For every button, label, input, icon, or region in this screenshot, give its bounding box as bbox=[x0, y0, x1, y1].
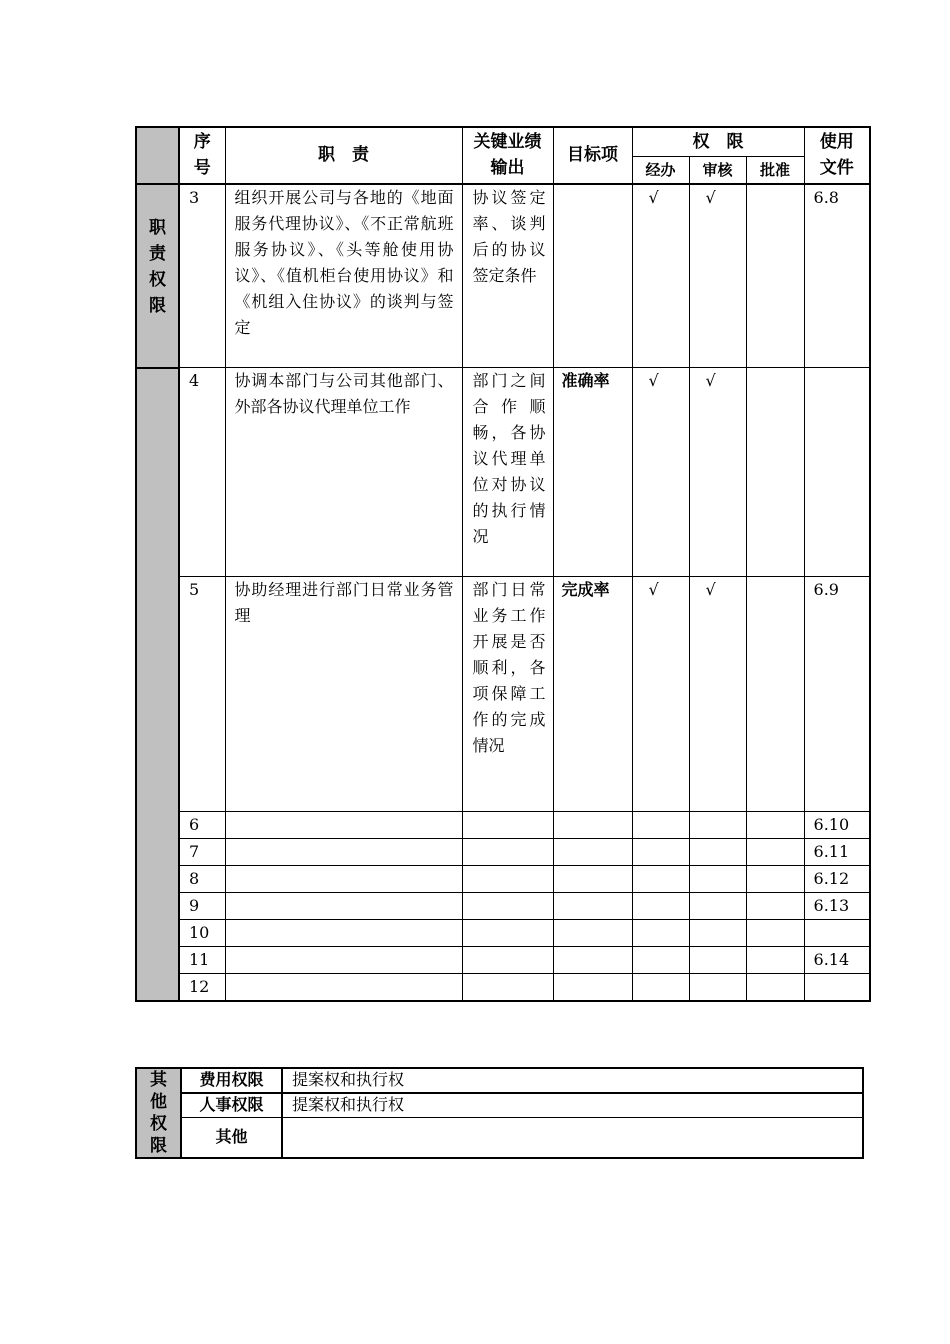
target-cell bbox=[553, 893, 632, 920]
doc-cell: 6.9 bbox=[804, 577, 870, 812]
duty-cell bbox=[225, 839, 462, 866]
duties-table-wrapper bbox=[135, 126, 869, 1002]
table-row bbox=[136, 1117, 863, 1158]
target-cell bbox=[553, 866, 632, 893]
target-cell bbox=[553, 184, 632, 368]
table-row bbox=[136, 1068, 863, 1093]
review-check bbox=[689, 839, 746, 866]
header-approve: 批准 bbox=[746, 156, 804, 184]
duty-cell: 协调本部门与公司其他部门、外部各协议代理单位工作 bbox=[225, 368, 462, 577]
duty-cell: 组织开展公司与各地的《地面服务代理协议》、《不正常航班服务协议》、《头等舱使用协议》、《值机柜台使用协议》和《机组入住协议》的谈判与签定 bbox=[225, 184, 462, 368]
duty-cell: 协助经理进行部门日常业务管理 bbox=[225, 577, 462, 812]
seq-cell: 10 bbox=[179, 920, 225, 947]
kpi-cell bbox=[462, 974, 553, 1002]
doc-cell: 6.11 bbox=[804, 839, 870, 866]
review-check: √ bbox=[689, 577, 746, 812]
doc-cell bbox=[804, 920, 870, 947]
handle-check bbox=[632, 866, 689, 893]
doc-cell bbox=[804, 974, 870, 1002]
handle-check bbox=[632, 974, 689, 1002]
target-cell: 完成率 bbox=[553, 577, 632, 812]
review-check: √ bbox=[689, 184, 746, 368]
header-target: 目标项 bbox=[553, 127, 632, 184]
table-row bbox=[136, 368, 870, 577]
personnel-authority-label: 人事权限 bbox=[181, 1093, 282, 1118]
doc-cell: 6.10 bbox=[804, 812, 870, 839]
handle-check bbox=[632, 947, 689, 974]
handle-check: √ bbox=[632, 577, 689, 812]
handle-check bbox=[632, 839, 689, 866]
handle-check bbox=[632, 893, 689, 920]
approve-check bbox=[746, 184, 804, 368]
kpi-cell bbox=[462, 812, 553, 839]
header-blank-cell bbox=[136, 127, 179, 184]
duty-cell bbox=[225, 920, 462, 947]
seq-cell: 11 bbox=[179, 947, 225, 974]
kpi-cell: 协议签定率、谈判后的协议签定条件 bbox=[462, 184, 553, 368]
duty-cell bbox=[225, 974, 462, 1002]
personnel-authority-value: 提案权和执行权 bbox=[282, 1093, 863, 1118]
header-duty: 职 责 bbox=[225, 127, 462, 184]
expense-authority-label: 费用权限 bbox=[181, 1068, 282, 1093]
handle-check: √ bbox=[632, 368, 689, 577]
other-authority-label: 其他 bbox=[181, 1117, 282, 1158]
target-cell bbox=[553, 974, 632, 1002]
header-docs: 使用文件 bbox=[804, 127, 870, 184]
kpi-cell: 部门之间合作顺畅，各协议代理单位对协议的执行情况 bbox=[462, 368, 553, 577]
table-row bbox=[136, 893, 870, 920]
seq-cell: 12 bbox=[179, 974, 225, 1002]
table-row bbox=[136, 974, 870, 1002]
target-cell: 准确率 bbox=[553, 368, 632, 577]
review-check bbox=[689, 920, 746, 947]
doc-cell bbox=[804, 368, 870, 577]
approve-check bbox=[746, 812, 804, 839]
side-blank-cell bbox=[136, 368, 179, 1002]
doc-cell: 6.14 bbox=[804, 947, 870, 974]
review-check bbox=[689, 812, 746, 839]
seq-cell: 6 bbox=[179, 812, 225, 839]
table-row bbox=[136, 920, 870, 947]
side-label-duties: 职责权限 bbox=[149, 217, 166, 316]
approve-check bbox=[746, 893, 804, 920]
seq-cell: 7 bbox=[179, 839, 225, 866]
approve-check bbox=[746, 947, 804, 974]
table-row bbox=[136, 577, 870, 812]
kpi-cell bbox=[462, 893, 553, 920]
other-authority-value bbox=[282, 1117, 863, 1158]
target-cell bbox=[553, 839, 632, 866]
handle-check bbox=[632, 812, 689, 839]
doc-cell: 6.8 bbox=[804, 184, 870, 368]
table-row bbox=[136, 184, 870, 368]
table-row bbox=[136, 947, 870, 974]
table-row bbox=[136, 1093, 863, 1118]
duty-cell bbox=[225, 866, 462, 893]
seq-cell: 8 bbox=[179, 866, 225, 893]
handle-check: √ bbox=[632, 184, 689, 368]
review-check bbox=[689, 893, 746, 920]
table-row bbox=[136, 839, 870, 866]
target-cell bbox=[553, 947, 632, 974]
table-row bbox=[136, 866, 870, 893]
seq-cell: 4 bbox=[179, 368, 225, 577]
review-check bbox=[689, 947, 746, 974]
approve-check bbox=[746, 839, 804, 866]
review-check bbox=[689, 866, 746, 893]
expense-authority-value: 提案权和执行权 bbox=[282, 1068, 863, 1093]
duty-cell bbox=[225, 893, 462, 920]
target-cell bbox=[553, 920, 632, 947]
review-check: √ bbox=[689, 368, 746, 577]
duties-table bbox=[135, 126, 871, 1002]
side-label-cell bbox=[136, 184, 179, 368]
approve-check bbox=[746, 920, 804, 947]
seq-cell: 9 bbox=[179, 893, 225, 920]
header-handle: 经办 bbox=[632, 156, 689, 184]
doc-cell: 6.12 bbox=[804, 866, 870, 893]
seq-cell: 3 bbox=[179, 184, 225, 368]
other-authority-table bbox=[135, 1067, 864, 1159]
side-label-other bbox=[136, 1068, 181, 1158]
kpi-cell: 部门日常业务工作开展是否顺利，各项保障工作的完成情况 bbox=[462, 577, 553, 812]
approve-check bbox=[746, 866, 804, 893]
duty-cell bbox=[225, 947, 462, 974]
kpi-cell bbox=[462, 920, 553, 947]
approve-check bbox=[746, 974, 804, 1002]
handle-check bbox=[632, 920, 689, 947]
kpi-cell bbox=[462, 839, 553, 866]
approve-check bbox=[746, 577, 804, 812]
target-cell bbox=[553, 812, 632, 839]
table-row bbox=[136, 812, 870, 839]
header-review: 审核 bbox=[689, 156, 746, 184]
side-label-other-text: 其他权限 bbox=[150, 1070, 167, 1156]
approve-check bbox=[746, 368, 804, 577]
review-check bbox=[689, 974, 746, 1002]
header-kpi: 关键业绩输出 bbox=[462, 127, 553, 184]
doc-cell: 6.13 bbox=[804, 893, 870, 920]
seq-cell: 5 bbox=[179, 577, 225, 812]
kpi-cell bbox=[462, 947, 553, 974]
header-seq: 序号 bbox=[179, 127, 225, 184]
kpi-cell bbox=[462, 866, 553, 893]
header-authority: 权 限 bbox=[632, 127, 804, 156]
duty-cell bbox=[225, 812, 462, 839]
